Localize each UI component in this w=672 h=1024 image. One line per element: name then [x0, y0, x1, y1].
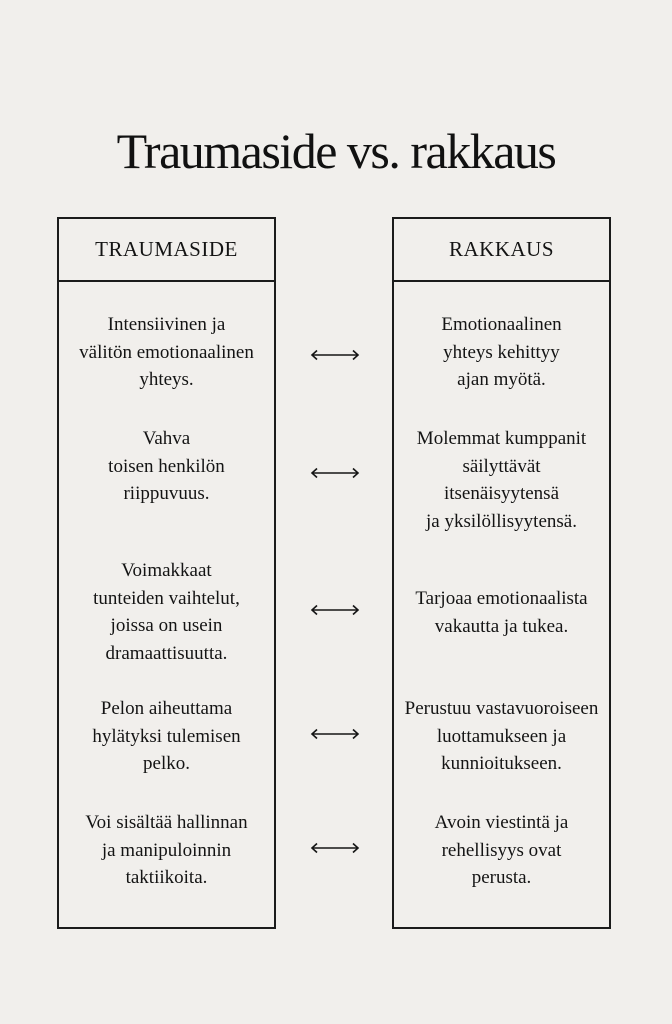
traumaside-column: [57, 217, 276, 929]
traumaside-item-3: Voimakkaat tunteiden vaihtelut, joissa on usein dramaattisuutta.: [93, 560, 240, 664]
traumaside-item-4: Pelon aiheuttama hylätyksi tulemisen pelko.: [92, 698, 241, 774]
rakkaus-item-3: Tarjoaa emotionaalista vakautta ja tukea.: [415, 588, 588, 637]
double-arrow-icon: [310, 603, 360, 617]
traumaside-item-1: Intensiivinen ja välitön emotionaalinen yhteys.: [79, 314, 254, 390]
double-arrow-icon: [310, 841, 360, 855]
page-title: Traumaside vs. rakkaus: [116, 123, 556, 179]
traumaside-header: TRAUMASIDE: [59, 219, 274, 282]
double-arrow-icon: [310, 348, 360, 362]
traumaside-item-2: Vahva toisen henkilön riippuvuus.: [108, 428, 225, 504]
rakkaus-column: [392, 217, 611, 929]
rakkaus-item-5: Avoin viestintä ja rehellisyys ovat perusta.: [434, 812, 569, 888]
double-arrow-icon: [310, 727, 360, 741]
rakkaus-item-1: Emotionaalinen yhteys kehittyy ajan myötä.: [441, 314, 562, 390]
rakkaus-item-2: Molemmat kumppanit säilyttävät itsenäisyytensä ja yksilöllisyytensä.: [416, 428, 587, 532]
rakkaus-item-4: Perustuu vastavuoroiseen luottamukseen ja kunnioitukseen.: [404, 698, 599, 774]
rakkaus-header: RAKKAUS: [394, 219, 609, 282]
double-arrow-icon: [310, 466, 360, 480]
traumaside-item-5: Voi sisältää hallinnan ja manipuloinnin taktiikoita.: [85, 812, 248, 888]
